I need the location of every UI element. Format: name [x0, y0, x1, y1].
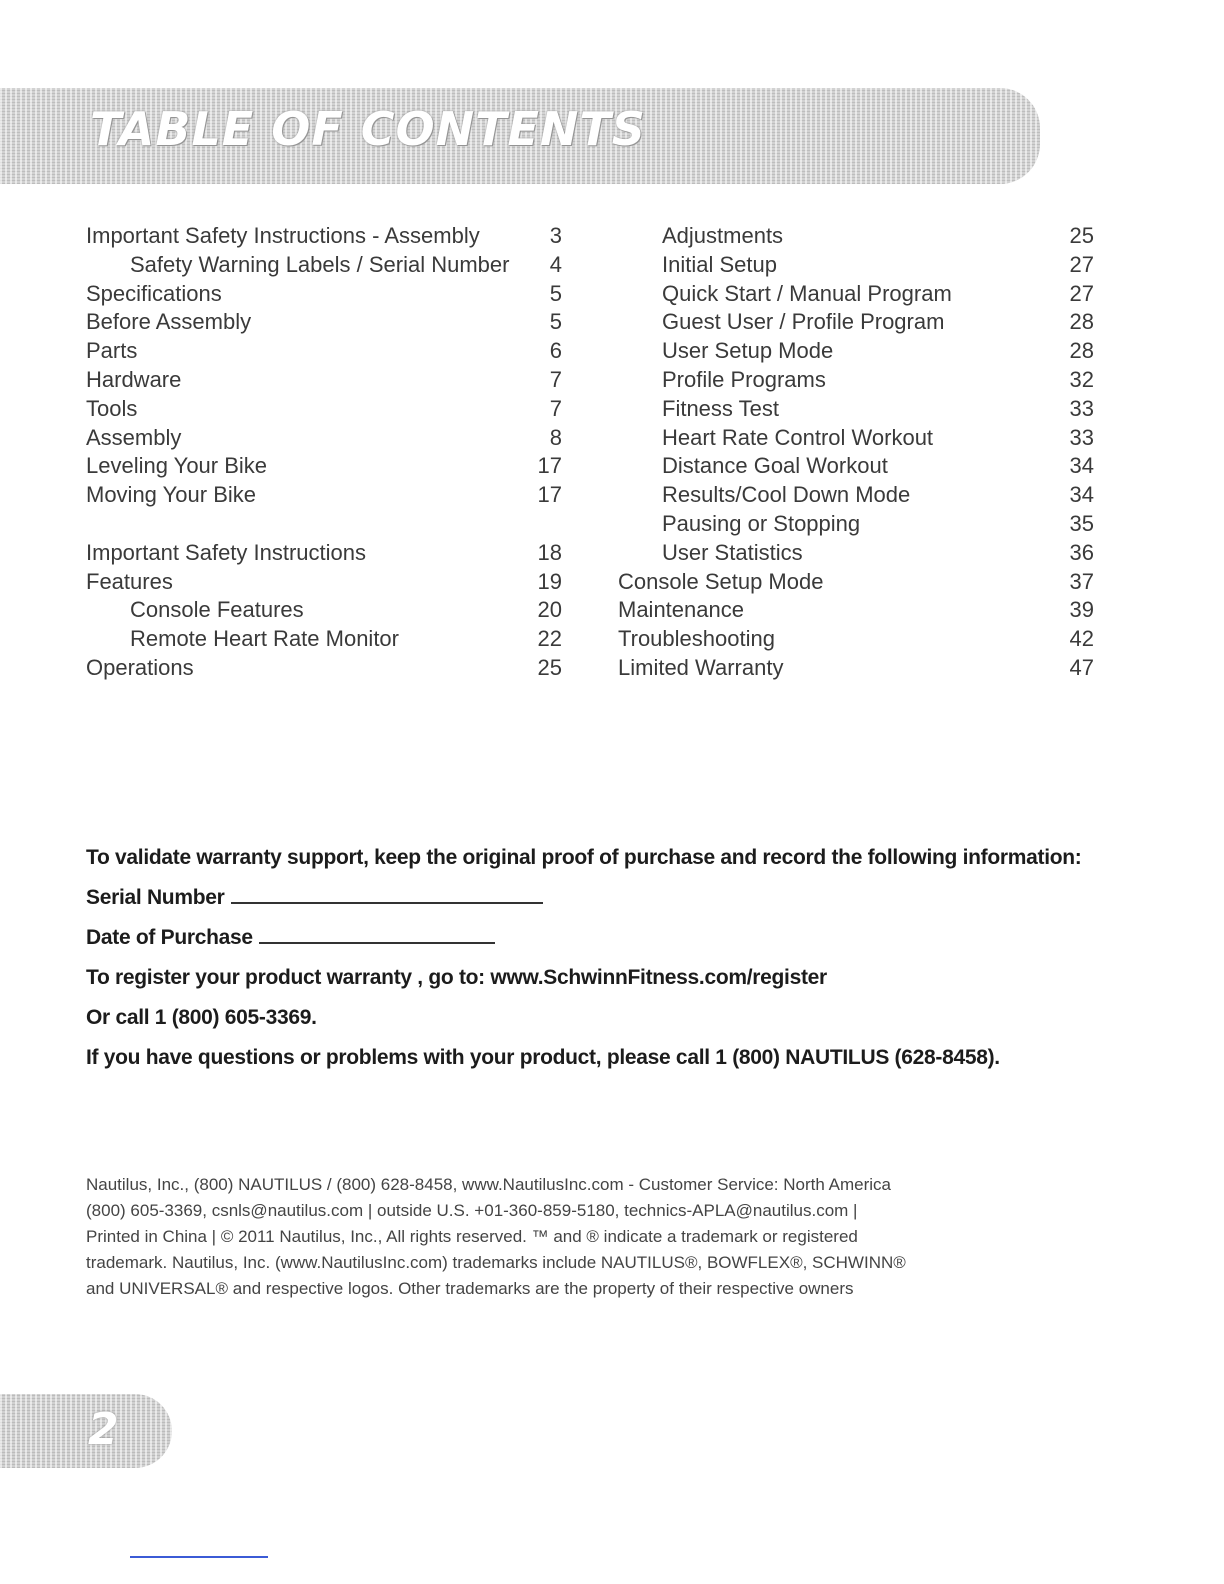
- toc-entry-label: User Setup Mode: [662, 338, 834, 364]
- toc-entry-label: Distance Goal Workout: [662, 453, 888, 479]
- toc-entry-label: Assembly: [86, 424, 182, 450]
- warranty-info: [86, 838, 1146, 1078]
- questions-line: If you have questions or problems with your product, please call 1 (800) NAUTILUS (628-8458).: [86, 1046, 1000, 1069]
- toc-entry-label: Hardware: [86, 366, 182, 392]
- toc-entry-label: Profile Programs: [662, 366, 826, 392]
- toc-entry[interactable]: [86, 596, 562, 625]
- toc-entry-page: 34: [1069, 482, 1094, 508]
- toc-entry[interactable]: [86, 251, 562, 280]
- toc-spacer: [86, 510, 562, 539]
- toc-entry-page: 28: [1069, 338, 1094, 364]
- toc-entry-label: Guest User / Profile Program: [662, 309, 945, 335]
- footer-line: Printed in China | © 2011 Nautilus, Inc., All rights reserved. ™ and ® indicate a trademark or registered: [86, 1227, 858, 1246]
- toc-entry-page: 4: [549, 251, 562, 277]
- toc-entry[interactable]: [618, 596, 1094, 625]
- toc-entry-label: Operations: [86, 654, 194, 680]
- toc-entry-page: 17: [537, 482, 562, 508]
- toc-column-right: [618, 222, 1094, 683]
- toc-entry-label: Moving Your Bike: [86, 482, 256, 508]
- toc-entry[interactable]: [618, 337, 1094, 366]
- toc-entry-label: Limited Warranty: [618, 654, 784, 680]
- toc-entry-page: 19: [537, 568, 562, 594]
- toc-entry-label: Results/Cool Down Mode: [662, 482, 911, 508]
- toc-entry[interactable]: [618, 222, 1094, 251]
- serial-number-blank: [231, 880, 543, 904]
- toc-entry-page: 25: [1069, 223, 1094, 248]
- toc-entry[interactable]: [86, 395, 562, 424]
- toc-entry-label: Troubleshooting: [618, 626, 775, 652]
- toc-entry-page: 7: [549, 395, 562, 421]
- toc-entry-page: 34: [1069, 453, 1094, 479]
- toc-entry-page: 28: [1069, 309, 1094, 335]
- toc-entry-label: Tools: [86, 395, 138, 421]
- toc-entry-page: 25: [537, 654, 562, 680]
- toc-entry[interactable]: [86, 654, 562, 683]
- toc-entry-page: 3: [549, 223, 562, 248]
- toc-entry-page: 39: [1069, 597, 1094, 623]
- page-number-tab: [0, 1394, 172, 1468]
- toc-entry[interactable]: [618, 481, 1094, 510]
- toc-entry[interactable]: [618, 395, 1094, 424]
- toc-entry-page: 35: [1069, 510, 1094, 536]
- legal-footer: [86, 1172, 1126, 1302]
- toc-entry[interactable]: [86, 481, 562, 510]
- toc-entry[interactable]: [86, 337, 562, 366]
- toc-entry-label: Pausing or Stopping: [662, 510, 861, 536]
- toc-entry[interactable]: [618, 625, 1094, 654]
- register-line: To register your product warranty , go to: www.SchwinnFitness.com/register: [86, 966, 827, 989]
- toc-entry-page: 32: [1069, 366, 1094, 392]
- toc-entry[interactable]: [618, 424, 1094, 453]
- toc-entry-label: Console Features: [130, 597, 304, 623]
- toc-entry-page: 37: [1069, 568, 1094, 594]
- toc-entry-label: Leveling Your Bike: [86, 453, 268, 479]
- call-line: Or call 1 (800) 605-3369.: [86, 1006, 317, 1029]
- bottom-rule: [130, 1556, 268, 1558]
- toc-entry-label: Parts: [86, 338, 138, 364]
- toc-entry-page: 22: [537, 626, 562, 652]
- toc-entry[interactable]: [618, 280, 1094, 309]
- toc-entry-page: 36: [1069, 539, 1094, 565]
- toc-entry-label: Fitness Test: [662, 395, 779, 421]
- toc-entry-page: 5: [549, 280, 562, 306]
- toc-entry-label: Adjustments: [662, 223, 784, 248]
- toc-entry-page: 20: [537, 597, 562, 623]
- toc-entry-page: 5: [549, 309, 562, 335]
- toc-entry-page: 18: [537, 539, 562, 565]
- toc-entry-label: Console Setup Mode: [618, 568, 824, 594]
- footer-line: and UNIVERSAL® and respective logos. Other trademarks are the property of their respective owners: [86, 1279, 854, 1298]
- toc-entry[interactable]: [618, 568, 1094, 597]
- toc-entry-label: Important Safety Instructions - Assembly: [86, 223, 480, 248]
- toc-entry-page: 7: [549, 366, 562, 392]
- page-title: TABLE OF CONTENTS: [90, 102, 646, 156]
- toc-entry-page: 33: [1069, 424, 1094, 450]
- toc-entry[interactable]: [618, 452, 1094, 481]
- toc-entry-label: User Statistics: [662, 539, 803, 565]
- date-of-purchase-row: [86, 918, 1146, 958]
- toc-entry[interactable]: [86, 222, 562, 251]
- toc-entry-page: 6: [549, 338, 562, 364]
- toc-entry-page: 17: [537, 453, 562, 479]
- serial-number-row: [86, 878, 1146, 918]
- toc-entry-label: Initial Setup: [662, 251, 777, 277]
- toc-entry-page: 8: [549, 424, 562, 450]
- toc-entry[interactable]: [86, 424, 562, 453]
- toc-header-banner: [0, 88, 1040, 184]
- serial-number-label: Serial Number: [86, 886, 225, 909]
- toc-entry[interactable]: [86, 366, 562, 395]
- toc-entry-label: Remote Heart Rate Monitor: [130, 626, 399, 652]
- warranty-intro: To validate warranty support, keep the original proof of purchase and record the following information:: [86, 846, 1082, 869]
- toc-entry[interactable]: [618, 366, 1094, 395]
- toc-entry-page: 42: [1069, 626, 1094, 652]
- toc-entry-label: Features: [86, 568, 173, 594]
- toc-entry[interactable]: [86, 280, 562, 309]
- toc-entry[interactable]: [618, 251, 1094, 280]
- toc-entry-label: Quick Start / Manual Program: [662, 280, 952, 306]
- toc-entry[interactable]: [86, 308, 562, 337]
- toc-entry-label: Before Assembly: [86, 309, 252, 335]
- toc-entry-page: 47: [1069, 654, 1094, 680]
- toc-entry-page: 27: [1069, 251, 1094, 277]
- toc-entry[interactable]: [86, 539, 562, 568]
- toc-entry-label: Maintenance: [618, 597, 744, 623]
- toc-entry[interactable]: [86, 452, 562, 481]
- toc-entry[interactable]: [618, 539, 1094, 568]
- date-of-purchase-blank: [259, 920, 495, 944]
- footer-line: trademark. Nautilus, Inc. (www.NautilusInc.com) trademarks include NAUTILUS®, BOWFLEX®, SCHWINN®: [86, 1253, 906, 1272]
- toc-entry-page: 27: [1069, 280, 1094, 306]
- date-of-purchase-label: Date of Purchase: [86, 926, 253, 949]
- toc-entry[interactable]: [618, 510, 1094, 539]
- toc-entry-label: Heart Rate Control Workout: [662, 424, 934, 450]
- toc-entry[interactable]: [618, 654, 1094, 683]
- toc-entry-label: Important Safety Instructions: [86, 539, 367, 565]
- page-number: 2: [88, 1404, 119, 1455]
- toc-entry-page: 33: [1069, 395, 1094, 421]
- footer-line: Nautilus, Inc., (800) NAUTILUS / (800) 628-8458, www.NautilusInc.com - Customer Service: North America: [86, 1175, 891, 1194]
- toc-entry[interactable]: [86, 625, 562, 654]
- toc-column-left: [86, 222, 562, 683]
- toc-entry[interactable]: [618, 308, 1094, 337]
- toc-entry-label: Specifications: [86, 280, 222, 306]
- toc-entry[interactable]: [86, 568, 562, 597]
- toc-entry-label: Safety Warning Labels / Serial Number: [130, 251, 510, 277]
- footer-line: (800) 605-3369, csnls@nautilus.com | outside U.S. +01-360-859-5180, technics-APLA@nautilus.com |: [86, 1201, 858, 1220]
